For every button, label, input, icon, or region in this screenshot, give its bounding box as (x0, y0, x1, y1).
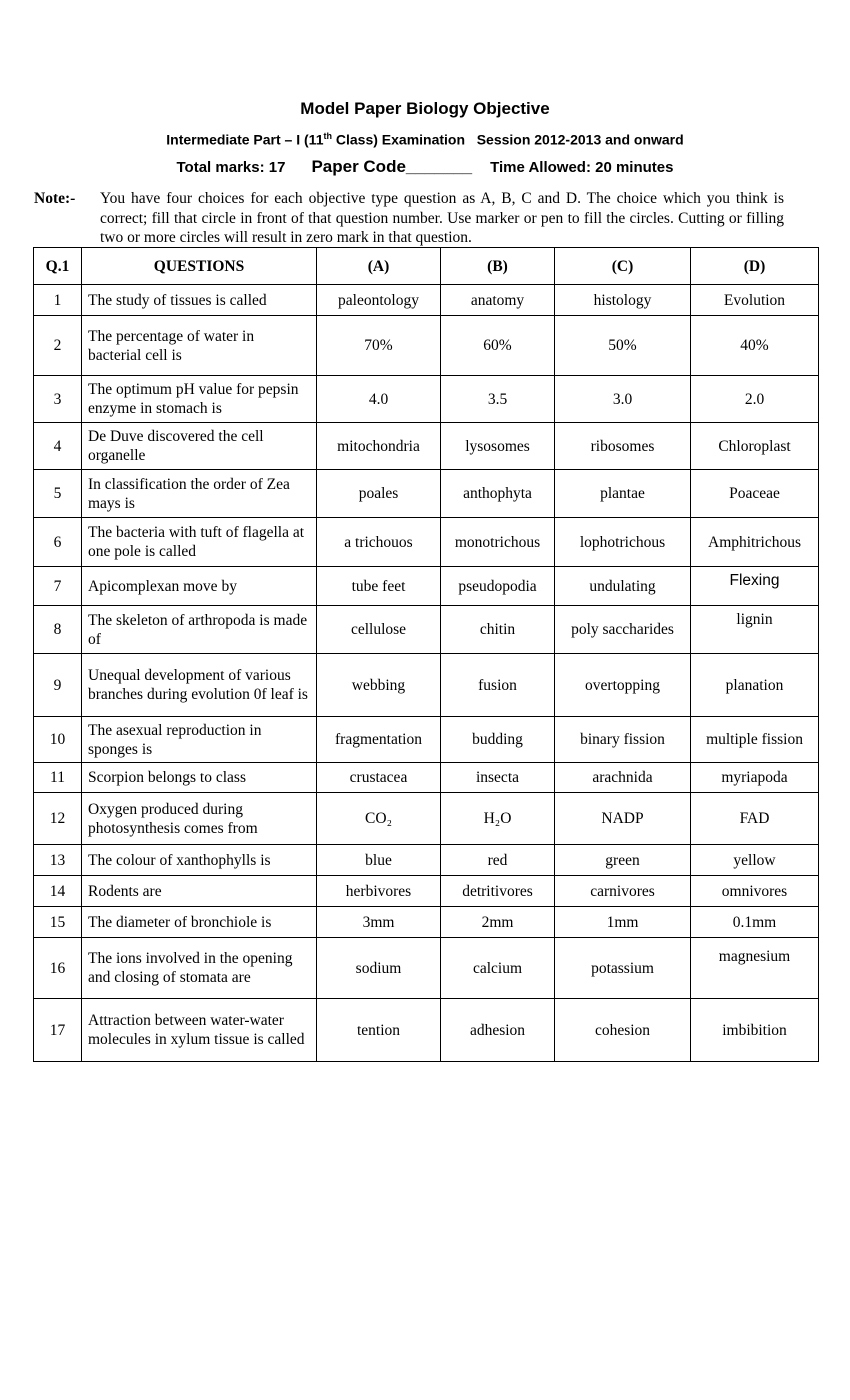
option-a: 70% (317, 316, 441, 376)
option-c: poly saccharides (555, 606, 691, 654)
option-c: NADP (555, 793, 691, 845)
option-b: lysosomes (441, 423, 555, 470)
option-c: 50% (555, 316, 691, 376)
header-questions: QUESTIONS (82, 248, 317, 285)
question-number: 16 (34, 938, 82, 999)
option-d: imbibition (691, 999, 819, 1062)
subtitle-superscript: th (323, 131, 332, 141)
time-allowed: Time Allowed: 20 minutes (490, 159, 674, 176)
option-b: H₂O (441, 793, 555, 845)
option-c: green (555, 845, 691, 876)
question-text: The diameter of bronchiole is (82, 907, 317, 938)
option-d: lignin (691, 606, 819, 654)
option-b: adhesion (441, 999, 555, 1062)
option-d: yellow (691, 845, 819, 876)
question-number: 8 (34, 606, 82, 654)
option-a: poales (317, 470, 441, 518)
option-c: ribosomes (555, 423, 691, 470)
option-c: carnivores (555, 876, 691, 907)
option-a: cellulose (317, 606, 441, 654)
question-text: The percentage of water in bacterial cell is (82, 316, 317, 376)
question-number: 9 (34, 654, 82, 717)
option-d: Evolution (691, 285, 819, 316)
question-number: 17 (34, 999, 82, 1062)
option-b: 3.5 (441, 376, 555, 423)
option-b: detritivores (441, 876, 555, 907)
header-option-b: (B) (441, 248, 555, 285)
option-d: 0.1mm (691, 907, 819, 938)
question-text: The asexual reproduction in sponges is (82, 717, 317, 763)
option-d: 40% (691, 316, 819, 376)
question-text: The study of tissues is called (82, 285, 317, 316)
table-row (34, 470, 819, 518)
table-row (34, 316, 819, 376)
table-row (34, 376, 819, 423)
question-text: The skeleton of arthropoda is made of (82, 606, 317, 654)
option-b: fusion (441, 654, 555, 717)
option-a: a trichouos (317, 518, 441, 567)
option-a: 4.0 (317, 376, 441, 423)
option-a: sodium (317, 938, 441, 999)
option-b: chitin (441, 606, 555, 654)
option-a: crustacea (317, 763, 441, 793)
question-text: Scorpion belongs to class (82, 763, 317, 793)
option-c: cohesion (555, 999, 691, 1062)
option-d: magnesium (691, 938, 819, 999)
question-number: 5 (34, 470, 82, 518)
table-row (34, 763, 819, 793)
option-a: paleontology (317, 285, 441, 316)
option-c: histology (555, 285, 691, 316)
question-text: The bacteria with tuft of flagella at one pole is called (82, 518, 317, 567)
option-c: undulating (555, 567, 691, 606)
question-text: Apicomplexan move by (82, 567, 317, 606)
header-option-a: (A) (317, 248, 441, 285)
option-c: 1mm (555, 907, 691, 938)
option-c: lophotrichous (555, 518, 691, 567)
questions-table (33, 247, 819, 1062)
question-number: 13 (34, 845, 82, 876)
question-number: 6 (34, 518, 82, 567)
question-text: Unequal development of various branches during evolution 0f leaf is (82, 654, 317, 717)
paper-title: Model Paper Biology Objective (300, 99, 550, 118)
header-option-c: (C) (555, 248, 691, 285)
option-d: Chloroplast (691, 423, 819, 470)
header-option-d: (D) (691, 248, 819, 285)
option-b: 60% (441, 316, 555, 376)
option-b: red (441, 845, 555, 876)
table-row (34, 793, 819, 845)
option-d: myriapoda (691, 763, 819, 793)
question-number: 15 (34, 907, 82, 938)
table-row (34, 876, 819, 907)
table-row (34, 606, 819, 654)
table-row (34, 567, 819, 606)
table-header-row (34, 248, 819, 285)
question-text: De Duve discovered the cell organelle (82, 423, 317, 470)
question-number: 3 (34, 376, 82, 423)
table-row (34, 285, 819, 316)
note-block (34, 189, 784, 248)
option-d: planation (691, 654, 819, 717)
option-c: plantae (555, 470, 691, 518)
question-number: 7 (34, 567, 82, 606)
question-number: 10 (34, 717, 82, 763)
question-number: 14 (34, 876, 82, 907)
option-d: 2.0 (691, 376, 819, 423)
option-b: pseudopodia (441, 567, 555, 606)
question-number: 4 (34, 423, 82, 470)
option-d: FAD (691, 793, 819, 845)
option-a: tention (317, 999, 441, 1062)
header-qno: Q.1 (34, 248, 82, 285)
option-b: insecta (441, 763, 555, 793)
option-c: 3.0 (555, 376, 691, 423)
question-number: 12 (34, 793, 82, 845)
table-row (34, 907, 819, 938)
option-a: blue (317, 845, 441, 876)
option-a: 3mm (317, 907, 441, 938)
table-row (34, 938, 819, 999)
paper-code: Paper Code_______ (311, 157, 473, 176)
marks-line (0, 157, 850, 177)
option-a: tube feet (317, 567, 441, 606)
option-d: omnivores (691, 876, 819, 907)
paper-subtitle (0, 131, 850, 148)
option-b: anthophyta (441, 470, 555, 518)
option-a: fragmentation (317, 717, 441, 763)
option-a: herbivores (317, 876, 441, 907)
option-d: Poaceae (691, 470, 819, 518)
question-number: 2 (34, 316, 82, 376)
question-text: The optimum pH value for pepsin enzyme in stomach is (82, 376, 317, 423)
table-row (34, 423, 819, 470)
option-d: multiple fission (691, 717, 819, 763)
question-text: In classification the order of Zea mays is (82, 470, 317, 518)
question-number: 1 (34, 285, 82, 316)
table-row (34, 845, 819, 876)
option-b: monotrichous (441, 518, 555, 567)
subtitle-suffix: Class) Examination Session 2012-2013 and onward (331, 131, 684, 148)
question-text: Rodents are (82, 876, 317, 907)
subtitle-prefix: Intermediate Part – I (11 (166, 131, 324, 148)
option-c: arachnida (555, 763, 691, 793)
question-number: 11 (34, 763, 82, 793)
question-text: The ions involved in the opening and closing of stomata are (82, 938, 317, 999)
option-a: CO₂ (317, 793, 441, 845)
question-text: Oxygen produced during photosynthesis comes from (82, 793, 317, 845)
question-text: Attraction between water-water molecules in xylum tissue is called (82, 999, 317, 1062)
option-c: binary fission (555, 717, 691, 763)
option-b: calcium (441, 938, 555, 999)
option-b: 2mm (441, 907, 555, 938)
table-row (34, 717, 819, 763)
option-d: Flexing (691, 567, 819, 606)
table-row (34, 999, 819, 1062)
option-a: mitochondria (317, 423, 441, 470)
option-c: potassium (555, 938, 691, 999)
table-row (34, 654, 819, 717)
option-a: webbing (317, 654, 441, 717)
note-text: You have four choices for each objective type question as A, B, C and D. The choice which you think is correct; fill that circle in front of that question number. Use marker or pen to fill the circles. Cutting or filling two or more circles will result in zero mark in that question. (100, 190, 784, 246)
total-marks: Total marks: 17 (176, 159, 286, 176)
table-row (34, 518, 819, 567)
question-text: The colour of xanthophylls is (82, 845, 317, 876)
option-b: budding (441, 717, 555, 763)
option-b: anatomy (441, 285, 555, 316)
option-d: Amphitrichous (691, 518, 819, 567)
note-label: Note:- (34, 190, 76, 207)
option-c: overtopping (555, 654, 691, 717)
